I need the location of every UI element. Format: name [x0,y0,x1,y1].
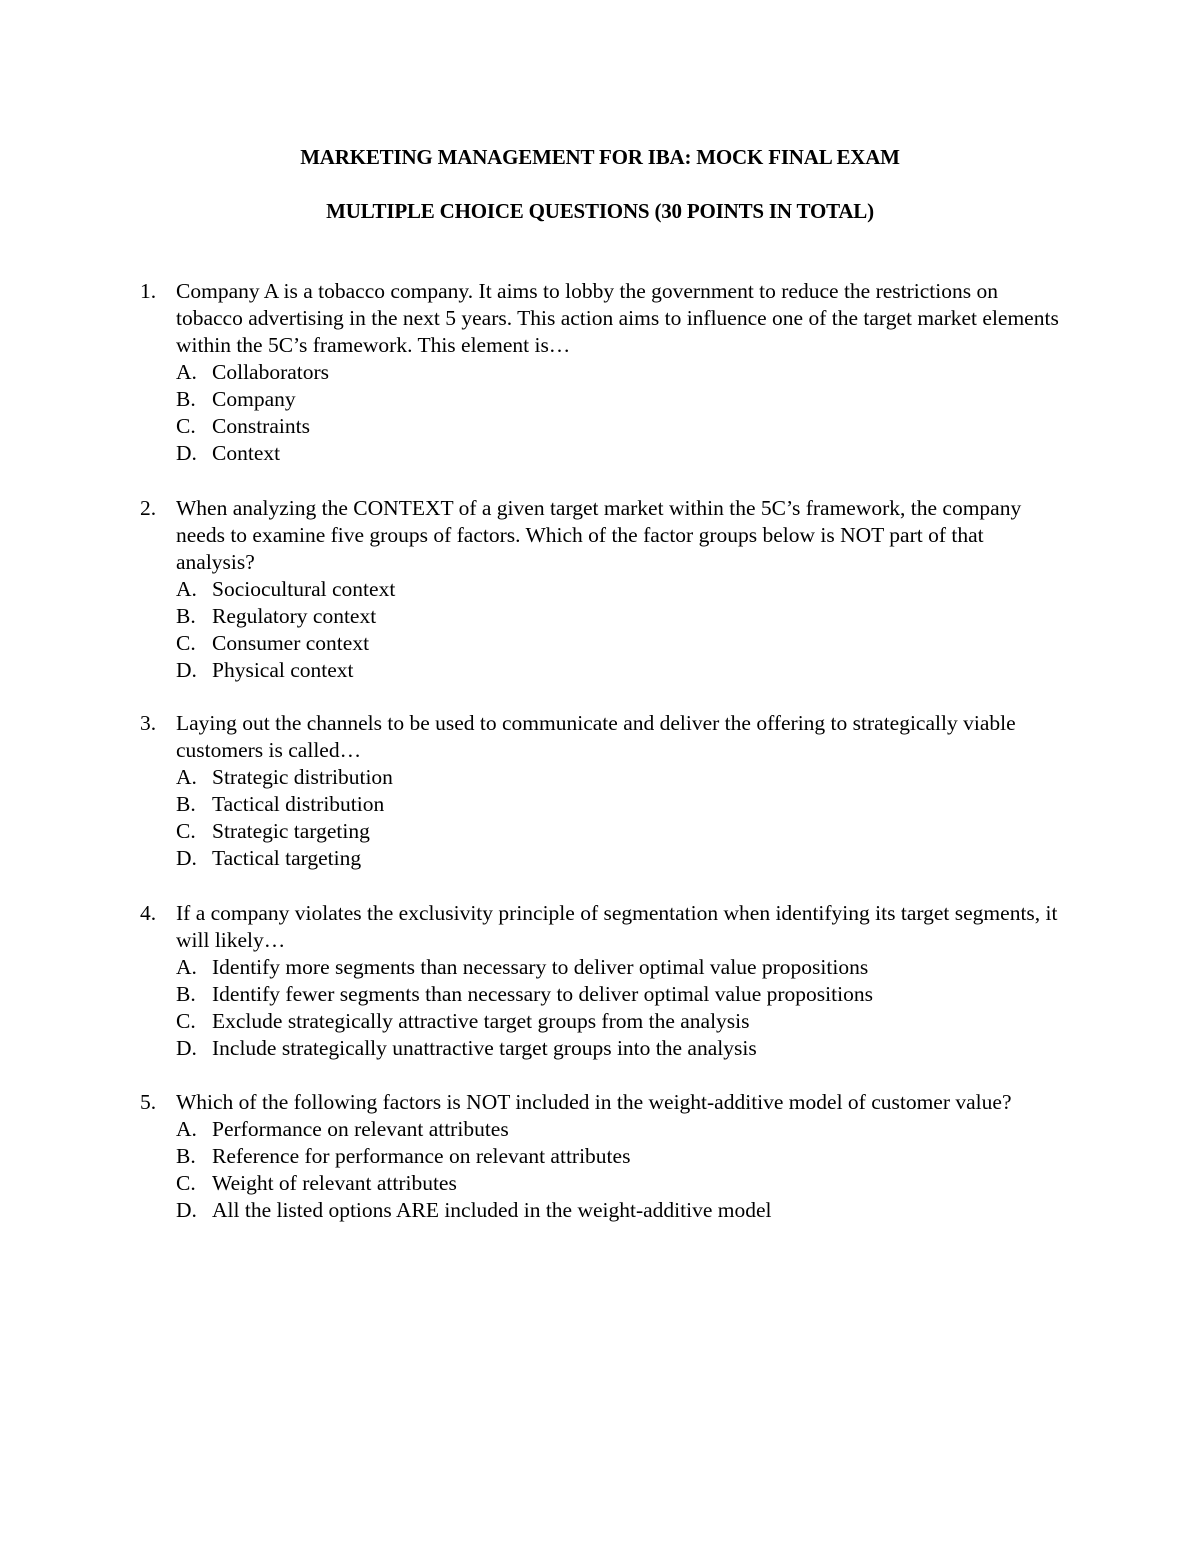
question-stem: Which of the following factors is NOT included in the weight-additive model of customer value? [176,1090,1012,1114]
exam-title: MARKETING MANAGEMENT FOR IBA: MOCK FINAL EXAM [300,145,900,169]
option-text: Performance on relevant attributes [212,1117,509,1141]
section-title: MULTIPLE CHOICE QUESTIONS (30 POINTS IN TOTAL) [326,199,874,223]
question-stem: When analyzing the CONTEXT of a given target market within the 5C’s framework, the company needs to examine five groups of factors. Which of the factor groups below is NOT part of that analysis? [176,496,1022,574]
option-text: Company [212,387,296,411]
option-a [176,764,1060,791]
option-text: Constraints [212,414,310,438]
option-text: Tactical targeting [212,846,362,870]
option-letter: D. [176,658,197,682]
option-d [176,657,1060,684]
question-2 [140,495,1060,684]
question-number: 1. [140,279,157,303]
option-b [176,791,1060,818]
option-d [176,440,1060,467]
option-d [176,1197,1060,1224]
option-b [176,1143,1060,1170]
option-letter: D. [176,441,197,465]
option-text: Physical context [212,658,354,682]
question-5 [140,1089,1060,1224]
question-number: 3. [140,711,157,735]
option-letter: B. [176,1144,196,1168]
option-text: Sociocultural context [212,577,396,601]
option-letter: C. [176,819,196,843]
question-stem: Laying out the channels to be used to communicate and deliver the offering to strategically viable customers is called… [176,711,1016,762]
option-letter: B. [176,387,196,411]
option-letter: C. [176,1009,196,1033]
option-b [176,386,1060,413]
option-c [176,630,1060,657]
option-list [176,954,1060,1062]
option-letter: B. [176,982,196,1006]
option-text: Consumer context [212,631,370,655]
option-letter: C. [176,414,196,438]
option-letter: B. [176,792,196,816]
question-1 [140,278,1060,467]
option-a [176,954,1060,981]
option-text: Reference for performance on relevant attributes [212,1144,631,1168]
option-list [176,1116,1060,1224]
question-3 [140,710,1060,872]
option-c [176,1170,1060,1197]
option-list [176,576,1060,684]
option-text: Exclude strategically attractive target groups from the analysis [212,1009,750,1033]
option-letter: A. [176,765,197,789]
option-text: Regulatory context [212,604,377,628]
question-number: 5. [140,1090,157,1114]
option-text: All the listed options ARE included in the weight-additive model [212,1198,772,1222]
option-a [176,1116,1060,1143]
option-letter: C. [176,631,196,655]
option-text: Include strategically unattractive target groups into the analysis [212,1036,757,1060]
option-list [176,359,1060,467]
option-text: Identify fewer segments than necessary to deliver optimal value propositions [212,982,873,1006]
option-c [176,413,1060,440]
question-stem: If a company violates the exclusivity principle of segmentation when identifying its target segments, it will likely… [176,901,1058,952]
option-list [176,764,1060,872]
option-letter: C. [176,1171,196,1195]
option-b [176,603,1060,630]
option-text: Tactical distribution [212,792,385,816]
option-letter: B. [176,604,196,628]
option-letter: D. [176,1036,197,1060]
option-d [176,845,1060,872]
option-text: Identify more segments than necessary to deliver optimal value propositions [212,955,869,979]
option-text: Collaborators [212,360,330,384]
option-letter: A. [176,577,197,601]
option-c [176,1008,1060,1035]
option-c [176,818,1060,845]
option-b [176,981,1060,1008]
question-stem: Company A is a tobacco company. It aims to lobby the government to reduce the restrictions on tobacco advertising in the next 5 years. This action aims to influence one of the target market elements within the 5C’s framework. This element is… [176,279,1059,357]
option-a [176,576,1060,603]
option-text: Weight of relevant attributes [212,1171,457,1195]
option-letter: A. [176,360,197,384]
question-4 [140,900,1060,1062]
option-text: Strategic targeting [212,819,370,843]
question-number: 4. [140,901,157,925]
option-d [176,1035,1060,1062]
option-letter: A. [176,1117,197,1141]
option-letter: D. [176,846,197,870]
option-a [176,359,1060,386]
option-letter: A. [176,955,197,979]
question-number: 2. [140,496,157,520]
option-text: Strategic distribution [212,765,393,789]
option-text: Context [212,441,281,465]
option-letter: D. [176,1198,197,1222]
